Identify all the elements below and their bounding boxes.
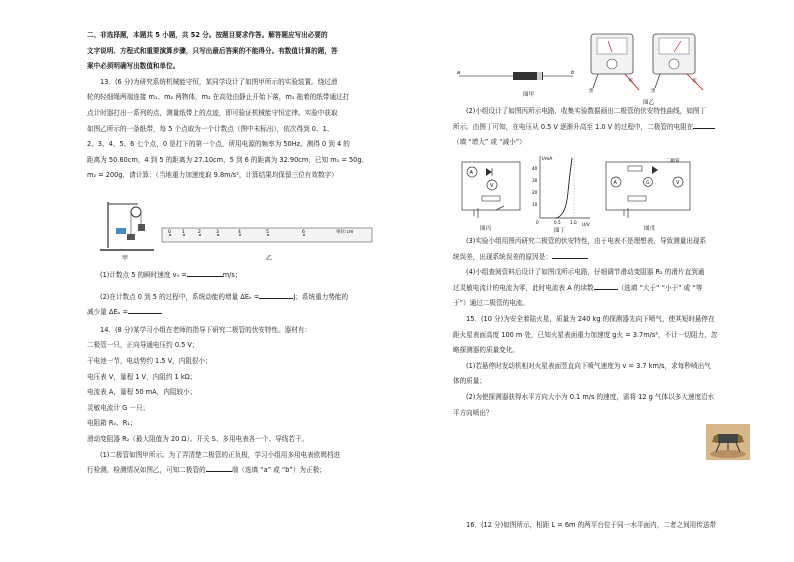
right-column-bottom xyxy=(453,518,756,534)
q14-sub2-blank[interactable] xyxy=(693,120,715,129)
q15-line-3: 略探测器的质量变化。 xyxy=(453,346,519,355)
ding-xtick-05: 0.5 xyxy=(554,220,561,225)
q14-sub2-line-2-text: 所示。由图丁可知，在电压从 0.5 V 逐渐升高至 1.0 V 的过程中，二极管的电阻在 xyxy=(453,122,694,131)
tape-mark-4: 4 xyxy=(238,230,241,235)
q14-sub1-text: 行检测，检测情况如图乙，可知二极管的 xyxy=(87,466,206,475)
tape-mark-3: 3 xyxy=(216,230,219,235)
q15-line-2: 距火星表面高度 100 m 处，已知火星表面重力加速度 g火 = 3.7m/s²，不计一切阻力，忽 xyxy=(453,330,718,339)
mars-lander-photo xyxy=(706,424,750,460)
fig-wu-caption: 图戊 xyxy=(644,226,656,232)
left-column xyxy=(87,28,387,184)
meter2-black-label: 黑 xyxy=(651,89,656,94)
q15-line-1: 15．(10 分)为安全着陆火星，质量为 240 kg 的探测器先向下喷气，使其短时悬停在 xyxy=(466,314,715,323)
q13-line-4: 如图乙所示的一条纸带，每 5 个点取为一个计数点（图中未标出），依次得到 0、1、 xyxy=(87,124,334,133)
q14-sub2-line-3: （填 “增大” 或 “减小”） xyxy=(453,138,526,147)
q13-sub2-pre: (2)在计数点 0 到 5 的过程中，系统动能的增量 ΔEₖ = xyxy=(100,292,260,301)
q14-circuit-figures xyxy=(456,152,756,234)
q14-sub4-line-2-tail: （选填 “大于” “小于” 或 “等 xyxy=(617,283,703,292)
q14-line-9: (1)二极管如图甲所示。为了弄清楚二极管的正负极，学习小组用多用电表欧姆档进 xyxy=(100,450,341,459)
q14-line-10 xyxy=(87,463,387,479)
right-column xyxy=(453,104,756,151)
left-column-lower xyxy=(87,268,387,479)
svg-text:V: V xyxy=(490,183,494,189)
q14-sub3-blank[interactable] xyxy=(552,250,588,259)
q14-line-7: 电阻箱 R₀、R₁； xyxy=(87,419,137,428)
ding-ytick-20: 20 xyxy=(532,190,538,195)
meter2-red-label: 红 xyxy=(693,79,698,84)
tape-mark-1: 1 xyxy=(182,230,185,235)
right-column-lower xyxy=(453,234,756,421)
q14-sub4-line-1: (4)小组查阅资料后设计了如图戊所示电路，仔细调节滑动变阻器 R₂ 的滑片直到通 xyxy=(466,268,705,277)
q15-line-4: (1)若悬停时发动机相对火星表面竖直向下喷气速度为 v = 3.7 km/s，求每秒喷出气 xyxy=(466,361,711,370)
ding-xlabel: U/V xyxy=(582,223,590,228)
q13-line-2: 轮的轻细绳两端连接 m₁、m₂ 两物体，m₂ 在高处由静止开始下落，m₁ 拖着的纸带通过打 xyxy=(87,93,350,102)
q13-sub1-pre: (1)计数点 5 的瞬时速度 v₅ = xyxy=(100,271,187,279)
fig-yi-caption: 图乙 xyxy=(643,100,655,106)
q14-line-2: 二极管一只，正向导通电压约 0.5 V； xyxy=(87,341,199,350)
ding-xtick-0: 0 xyxy=(536,220,539,225)
q13-fig-yi-label: 乙 xyxy=(266,255,273,262)
svg-text:V: V xyxy=(676,180,680,186)
svg-text:G: G xyxy=(646,181,650,186)
q13-line-3: 点计时器打出一系列的点，测量纸带上的点迹，即可验证机械能守恒定律。实验中获取 xyxy=(87,108,338,117)
q13-sub2-line2 xyxy=(87,305,387,321)
tape-mark-0: 0 xyxy=(168,230,171,235)
q16-line-1: 16．(12 分)如图所示，相距 L = 6m 的两平台位于同一水平面内，二者之间用传送带 xyxy=(466,521,717,529)
q15-line-7: 平方向喷出？ xyxy=(453,408,493,417)
q13-fig-jia-label: 甲 xyxy=(122,255,129,262)
q13-line-5: 2、3、4、5、6 七个点，0 是打下的第一个点，所用电源的频率为 50Hz。测得 0 到 4 的 xyxy=(87,140,350,149)
q14-sub4-line-2 xyxy=(453,281,756,297)
q13-figures xyxy=(98,198,378,262)
meter1-black-label: 黑 xyxy=(589,89,594,94)
ding-xtick-10: 1.0 xyxy=(570,220,577,225)
q13-sub2-blank[interactable] xyxy=(259,290,293,299)
section2-line-1: 二、非选择题，本题共 5 小题，共 52 分。按题目要求作答。解答题应写出必要的 xyxy=(87,31,328,39)
section2-line-3: 案中必须明确写出数值和单位。 xyxy=(87,62,180,71)
q14-line-8: 滑动变阻器 R₂（最大阻值为 20 Ω）、开关 S、多用电表各一个、导线若干。 xyxy=(87,434,309,443)
lander-illustration xyxy=(706,424,750,460)
svg-text:A: A xyxy=(613,180,617,186)
circuits-and-iv-curve xyxy=(456,152,756,234)
q13-sub1-blank[interactable] xyxy=(187,268,223,277)
q14-sub1-blank[interactable] xyxy=(206,463,232,472)
q13-sub2-blank-2[interactable] xyxy=(128,305,162,314)
circuit-wu xyxy=(606,157,690,232)
tape-mark-2: 2 xyxy=(198,230,201,235)
q13-apparatus-diagram xyxy=(98,198,378,262)
q13-sub1-post: m/s； xyxy=(222,271,242,279)
q13-sub2-post: J；系统重力势能的 xyxy=(293,292,349,301)
q14-line-5: 电流表 A，量程 50 mA，内阻较小； xyxy=(87,388,197,397)
q13-sub2 xyxy=(87,290,387,306)
meter1-red-label: 红 xyxy=(629,79,634,84)
ding-ytick-10: 10 xyxy=(532,202,538,207)
q14-sub4-line-3: 于”）通过二极管的电流。 xyxy=(453,299,529,308)
ding-ytick-30: 30 xyxy=(532,178,538,183)
q14-sub3-line-2-text: 统误差，出现系统误差的原因是： xyxy=(453,252,552,261)
q14-sub2-line-2 xyxy=(453,120,756,136)
q14-line-6: 灵敏电流计 G 一只； xyxy=(87,403,150,412)
diode-terminal-b: b xyxy=(571,70,575,76)
fig-jia-caption: 图甲 xyxy=(523,92,535,98)
q15-line-6: (2)为使探测器获得水平方向大小为 0.1 m/s 的速度，需将 12 g 气体以多大速度沿水 xyxy=(466,392,715,401)
q13-sub1 xyxy=(87,268,387,284)
iv-curve-ding xyxy=(532,156,591,234)
circuit-bing xyxy=(462,162,520,232)
ding-ytick-40: 40 xyxy=(532,166,538,171)
q13-line-6: 距离为 50.60cm，4 到 5 的距离为 27.10cm，5 到 6 的距离为 32.90cm，已知 m₁ = 50g、 xyxy=(87,155,369,164)
section2-line-2: 文字说明、方程式和重要演算步骤，只写出最后答案的不能得分。有数值计算的题，答 xyxy=(87,46,338,55)
q14-top-figures xyxy=(453,30,753,108)
q14-sub2-line-1: (2)小组设计了如图丙所示电路，收集实验数据画出二极管的伏安特性曲线，如图丁 xyxy=(466,107,707,115)
q13-line-7: m₂ = 200g，请计算：（当地重力加速度取 9.8m/s²，计算结果均保留三位有效数字） xyxy=(87,171,338,180)
q13-sub2-line2-text: 减少量 ΔEₚ = xyxy=(87,308,128,317)
tape-mark-5: 5 xyxy=(266,230,269,235)
q14-line-3: 干电池一节，电动势约 1.5 V，内阻很小； xyxy=(87,356,212,365)
ding-ylabel: I/mA xyxy=(542,157,553,162)
q14-line-1: 14．(8 分)某学习小组在老师的指导下研究二极管的伏安特性。器材有： xyxy=(100,325,312,334)
q15-line-5: 体的质量； xyxy=(453,377,486,386)
fig-ding-caption: 图丁 xyxy=(554,228,566,234)
svg-text:A: A xyxy=(469,170,473,176)
q14-sub1-tail: 端（选填 “a” 或 “b”）为正极； xyxy=(231,466,326,475)
q14-sub3-line-1: (3)实验小组用图丙研究二极管的伏安特性，由于电表不是理想表，导致测量出现系 xyxy=(466,237,707,245)
wu-diode-label: 二极管 xyxy=(666,159,680,164)
q13-line-1: 13．(6 分)为研究系统机械能守恒，某同学设计了如图甲所示的实验装置。绕过滑 xyxy=(100,77,338,86)
tape-unit: 单位:cm xyxy=(336,230,354,235)
q14-line-4: 电压表 V，量程 1 V，内阻约 1 kΩ； xyxy=(87,372,197,381)
fig-bing-caption: 图丙 xyxy=(480,226,492,232)
q14-sub4-blank[interactable] xyxy=(594,281,618,290)
tape-mark-6: 6 xyxy=(302,230,305,235)
q14-sub4-line-2-text: 过灵敏电流计的电流为零，此时电流表 A 的读数 xyxy=(453,283,594,292)
diode-terminal-a: a xyxy=(457,70,461,76)
q14-sub3-line-2 xyxy=(453,250,756,266)
diode-and-meters-diagram xyxy=(453,30,753,108)
